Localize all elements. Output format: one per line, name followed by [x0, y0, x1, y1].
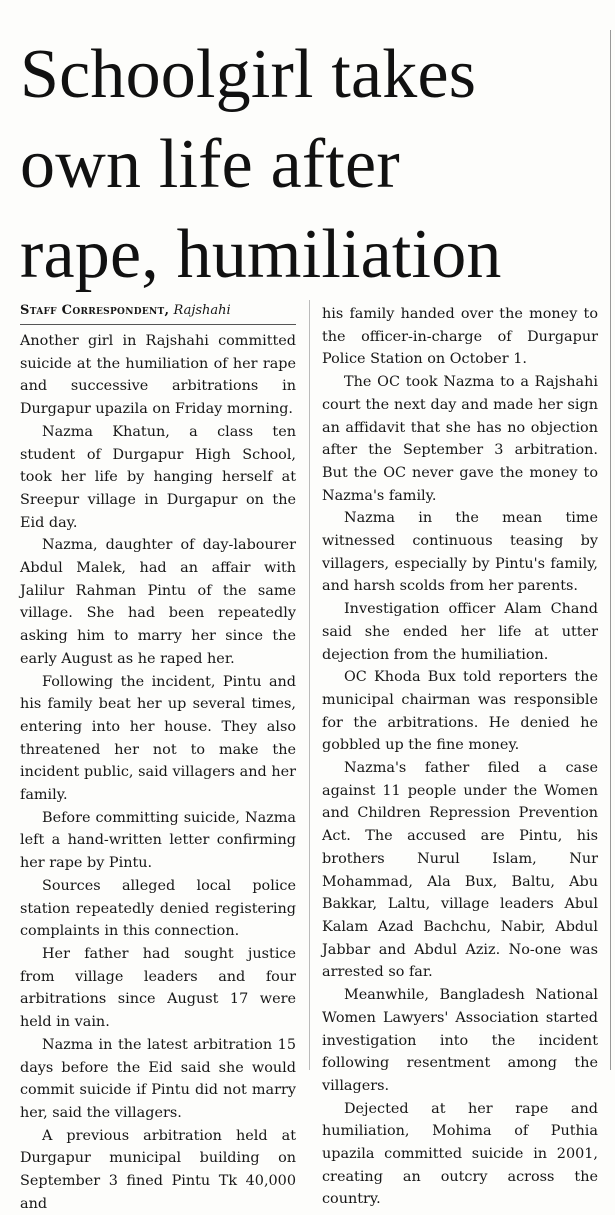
headline [20, 30, 605, 300]
paragraph: Before committing suicide, Nazma left a hand-written letter confirming her rape by Pintu. [20, 809, 296, 872]
paragraph: Investigation officer Alam Chand said she ended her life at utter dejection from the humiliation. [322, 601, 598, 663]
paragraph: Her father had sought justice from village leaders and four arbitrations since August 17 were held in vain. [20, 945, 296, 1031]
headline-line-2: own life after [20, 126, 400, 203]
paragraph: A previous arbitration held at Durgapur municipal building on September 3 fined Pintu Tk 40,000 and [20, 1127, 296, 1212]
paragraph: The OC took Nazma to a Rajshahi court the next day and made her sign an affidavit that she has no objection after the September 3 arbitration. But the OC never gave the money to Nazma's family. [322, 374, 598, 504]
paragraph: OC Khoda Bux told reporters the municipal chairman was responsible for the arbitrations. He denied he gobbled up the fine money. [322, 669, 598, 754]
headline-line-3: rape, humiliation [20, 216, 502, 293]
byline [20, 300, 296, 325]
paragraph: Nazma Khatun, a class ten student of Durgapur High School, took her life by hanging herself at Sreepur village in Durgapur on the Eid day. [20, 423, 296, 531]
page-edge-rule [610, 30, 615, 1070]
article-column-left [20, 300, 296, 1215]
paragraph: Another girl in Rajshahi committed suicide at the humiliation of her rape and successive arbitrations in Durgapur upazila on Friday morning. [20, 333, 296, 418]
paragraph: Sources alleged local police station repeatedly denied registering complaints in this connection. [20, 877, 296, 940]
paragraph: his family handed over the money to the officer-in-charge of Durgapur Police Station on October 1. [322, 306, 598, 368]
paragraph: Dejected at her rape and humiliation, Mohima of Puthia upazila committed suicide in 2001, creating an outcry across the country. [322, 1100, 598, 1208]
paragraph: Nazma, daughter of day-labourer Abdul Malek, had an affair with Jalilur Rahman Pintu of the same village. She had been repeatedly asking him to marry her since the early August as he raped her. [20, 537, 296, 667]
article-column-right [322, 303, 598, 1211]
column-divider [309, 300, 310, 1070]
paragraph: Nazma in the latest arbitration 15 days before the Eid said she would commit suicide if Pintu did not marry her, said the villagers. [20, 1036, 296, 1121]
headline-line-1: Schoolgirl takes [20, 36, 477, 113]
byline-place: Rajshahi [173, 303, 231, 318]
byline-name: Staff Correspondent, [20, 303, 170, 318]
paragraph: Following the incident, Pintu and his family beat her up several times, entering into her house. They also threatened her not to make the incident public, said villagers and her family. [20, 673, 296, 804]
paragraph: Nazma's father filed a case against 11 people under the Women and Children Repression Prevention Act. The accused are Pintu, his brothers Nurul Islam, Nur Mohammad, Ala Bux, Baltu, Abu Bakkar, Laltu, village leaders Abul Kalam Azad Bachchu, Nabir, Abdul Jabbar and Abdul Aziz. No-one was arrested so far. [322, 760, 598, 981]
paragraph: Meanwhile, Bangladesh National Women Lawyers' Association started investigation into the incident following resentment among the villagers. [322, 987, 598, 1094]
paragraph: Nazma in the mean time witnessed continuous teasing by villagers, especially by Pintu's family, and harsh scolds from her parents. [322, 510, 598, 595]
